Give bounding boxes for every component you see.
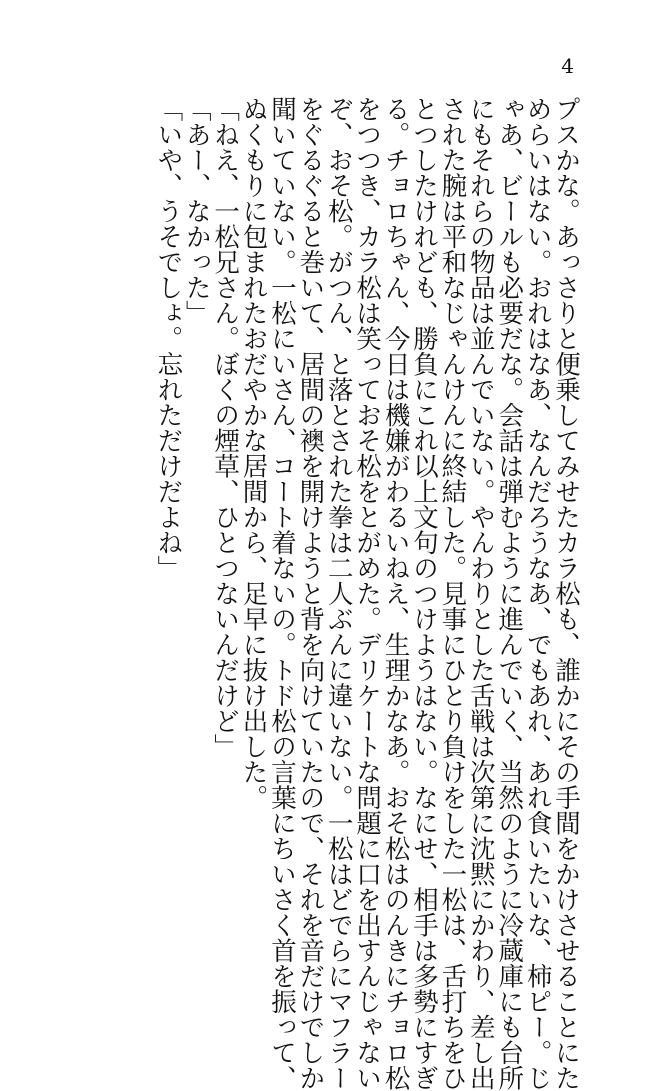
text-line: 聞いていない。一松にいさん、コート着ないの。トド松の言葉にちいさく首を振って、: [266, 96, 297, 1091]
text-line: めらいはない。おれはなあ、なんだろうなあ、でもあれ、あれ食いたいな、柿ピー。じ: [522, 96, 553, 1091]
text-line: ぞ、おそ松。がつん、と落とされた拳は二人ぶんに違いない。一松はどでらにマフラー: [323, 96, 354, 1091]
dialogue-line: 「あー、なかった」: [181, 96, 212, 326]
text-line: プスかな。あっさりと便乗してみせたカラ松も、誰かにその手間をかけさせることにた: [551, 96, 581, 1091]
text-line: とつしたけれども、勝負にこれ以上文句のつけようはない。なにせ、相手は多勢にすぎ: [408, 96, 439, 1091]
text-line: ゃあ、ビールも必要だな。会話は弾むように進んでいく、当然のように冷蔵庫にも台所: [494, 96, 525, 1091]
text-line: ぬくもりに包まれたおだやかな居間から、足早に抜け出した。: [238, 96, 269, 810]
text-line: をぐるぐると巻いて、居間の襖を開けようと背を向けていたので、それを音だけでしか: [295, 96, 326, 1091]
text-line: をつつき、カラ松は笑っておそ松をとがめた。デリケートな問題に口を出すんじゃない: [352, 96, 383, 1091]
dialogue-line: 「いや、うそでしょ。忘れただけだよね」: [153, 96, 184, 581]
text-line: にもそれらの物品は並んでいない。やんわりとした舌戦は次第に沈黙にかわり、差し出: [465, 96, 496, 1091]
body-text: [153, 96, 581, 1091]
text-line: る。チョロちゃん、今日は機嫌がわるいねえ、生理かなあ。おそ松はのんきにチョロ松: [380, 96, 411, 1091]
text-line: された腕は平和なじゃんけんに終結した。見事にひとり負けをした一松は、舌打ちをひ: [437, 96, 468, 1091]
page-number: 4: [561, 54, 574, 78]
dialogue-line: 「ねえ、一松兄さん。ぼくの煙草、ひとつないんだけど」: [210, 96, 241, 759]
